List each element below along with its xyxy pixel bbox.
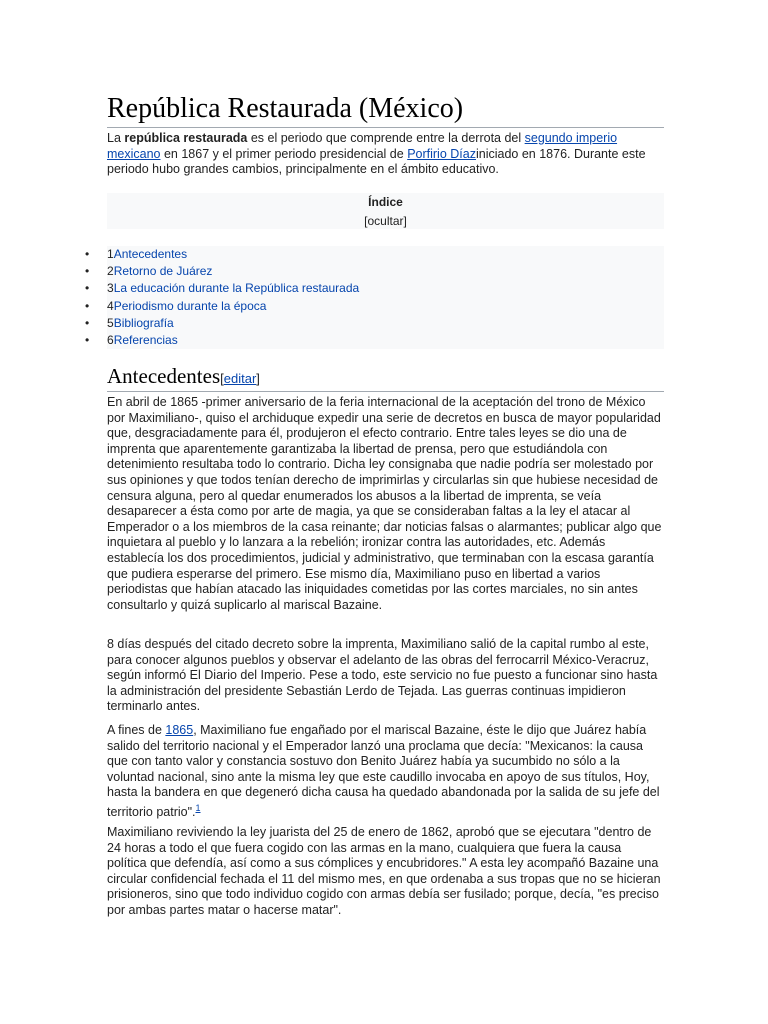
intro-bold-term: república restaurada [124,131,248,145]
toc-item-label[interactable]: Referencias [113,333,178,348]
intro-text-1: La [107,131,125,145]
section-heading-text: Antecedentes [107,364,221,388]
reference-link-1[interactable]: 1 [195,802,201,813]
toc-item-number: 5 [107,315,114,330]
toc-item-label[interactable]: Retorno de Juárez [113,264,213,279]
intro-text-4: iniciado en 1876. Durante este periodo hubo grandes cambios, principalmente en el ámbito educativo. [107,146,646,177]
toc-item-label[interactable]: Antecedentes [113,247,188,261]
p3-text-2: , Maximiliano fue engañado por el mariscal Bazaine, éste le dijo que Juárez había salido del territorio nacional y el Emperador lanzó una proclama que decía: "Mexicanos: la causa que con tanto valor y constancia sostuvo don Benito Juárez había ya sucumbido no sólo a la voluntad nacional, sino ante la misma ley que este caudillo invocaba en apoyo de sus títulos, Hoy, hasta la bandera en que degeneró dicha causa ha quedado abandonada por la salida de su jefe del territorio patrio". [107,723,660,820]
toc-header [107,193,664,229]
toc-title: Índice [368,195,403,209]
toc-item-number: 3 [107,281,114,296]
toc-item-label[interactable]: Periodismo durante la época [113,298,267,313]
paragraph-3 [107,723,664,821]
edit-bracket-close: ] [256,371,260,386]
paragraph-2: 8 días después del citado decreto sobre la imprenta, Maximiliano salió de la capital rumbo al este, para conocer algunos pueblos y observar el adelanto de las obras del ferrocarril México-Veracruz, según informó El Diario del Imperio. Pese a todo, este servicio no fue puesto a funcionar sino hasta la administración del presidente Sebastián Lerdo de Tejada. Las guerras continuas impidieron terminarlo antes. [107,637,658,714]
section-heading-antecedentes [107,364,664,392]
toc-item-number: 6 [107,333,114,348]
edit-section-link [220,371,260,386]
edit-link[interactable]: editar [223,371,257,386]
toc-item-number: 2 [107,264,114,279]
toc-item-antecedentes[interactable] [107,246,664,263]
edit-bracket-open: [ [220,371,224,386]
intro-text-3: en 1867 y el primer periodo presidencial de [160,146,408,161]
toc-item-educacion[interactable] [107,280,664,297]
link-porfirio-diaz[interactable]: Porfirio Díaz [407,146,476,161]
paragraph-4: Maximiliano reviviendo la ley juarista del 25 de enero de 1862, aprobó que se ejecutara "dentro de 24 horas a todo el que fuera cogido con las armas en la mano, cualquiera que fuera la causa política que defendía, así como a sus cómplices y encubridores." A esta ley acompañó Bazaine una circular confidencial fechada el 11 del mismo mes, en que ordenaba a sus tropas que no se hicieran prisioneros, sino que todo individuo cogido con armas debía ser fusilado; porque, decía, "es preciso por ambas partes matar o hacerse matar". [107,825,661,917]
toc-item-periodismo[interactable] [107,298,664,315]
paragraph-1: En abril de 1865 -primer aniversario de la feria internacional de la aceptación del trono de México por Maximiliano-, quiso el archiduque expedir una serie de decretos en busca de mayor popularidad que, desgraciadamente para él, produjeron el efecto contrario. Entre tales leyes se dio una de imprenta que aparentemente garantizaba la libertad de prensa, pero que estudiándola con detenimiento resultaba todo lo contrario. Dicha ley consignaba que nadie podría ser molestado por sus opiniones y que todos tenían derecho de imprimirlas y circularlas sin que hubiese necesidad de censura alguna, pero al quedar enumerados los abusos a la libertad de imprenta, se veía desaparecer a ésta como por arte de magia, ya que se consideraban faltas a la ley el atacar al Emperador o a los miembros de la casa reinante; dar noticias falsas o alarmantes; publicar algo que inquietara al pueblo y lo lanzara a la rebelión; ironizar contra las autoridades, etc. Además establecía los dos procedimientos, judicial y administrativo, que terminaban con la escasa garantía que pudiera esperarse del primero. Ese mismo día, Maximiliano puso en libertad a varios periodistas que habían atacado las iniquidades cometidas por las cortes marciales, no sin antes consultarlo y quizá suplicarlo al mariscal Bazaine. [107,395,662,612]
p3-text-1: A fines de [107,723,166,737]
toc-item-number: 4 [107,298,114,313]
toc-toggle-button[interactable]: [ocultar] [364,214,407,228]
toc-list [107,246,664,349]
intro-text-2: es el periodo que comprende entre la derrota del [247,131,525,145]
link-segundo-imperio[interactable]: segundo imperio mexicano [107,131,618,161]
toc-item-retorno[interactable] [107,263,664,280]
page-title: República Restaurada (México) [107,93,664,128]
toc-item-label[interactable]: Bibliografía [113,315,174,330]
toc-item-bibliografia[interactable] [107,315,664,332]
toc-item-number: 1 [107,247,114,261]
intro-paragraph [107,131,664,178]
toc-item-referencias[interactable] [107,332,664,349]
toc-item-label[interactable]: La educación durante la República restaurada [113,281,360,296]
link-1865[interactable]: 1865 [165,723,194,737]
